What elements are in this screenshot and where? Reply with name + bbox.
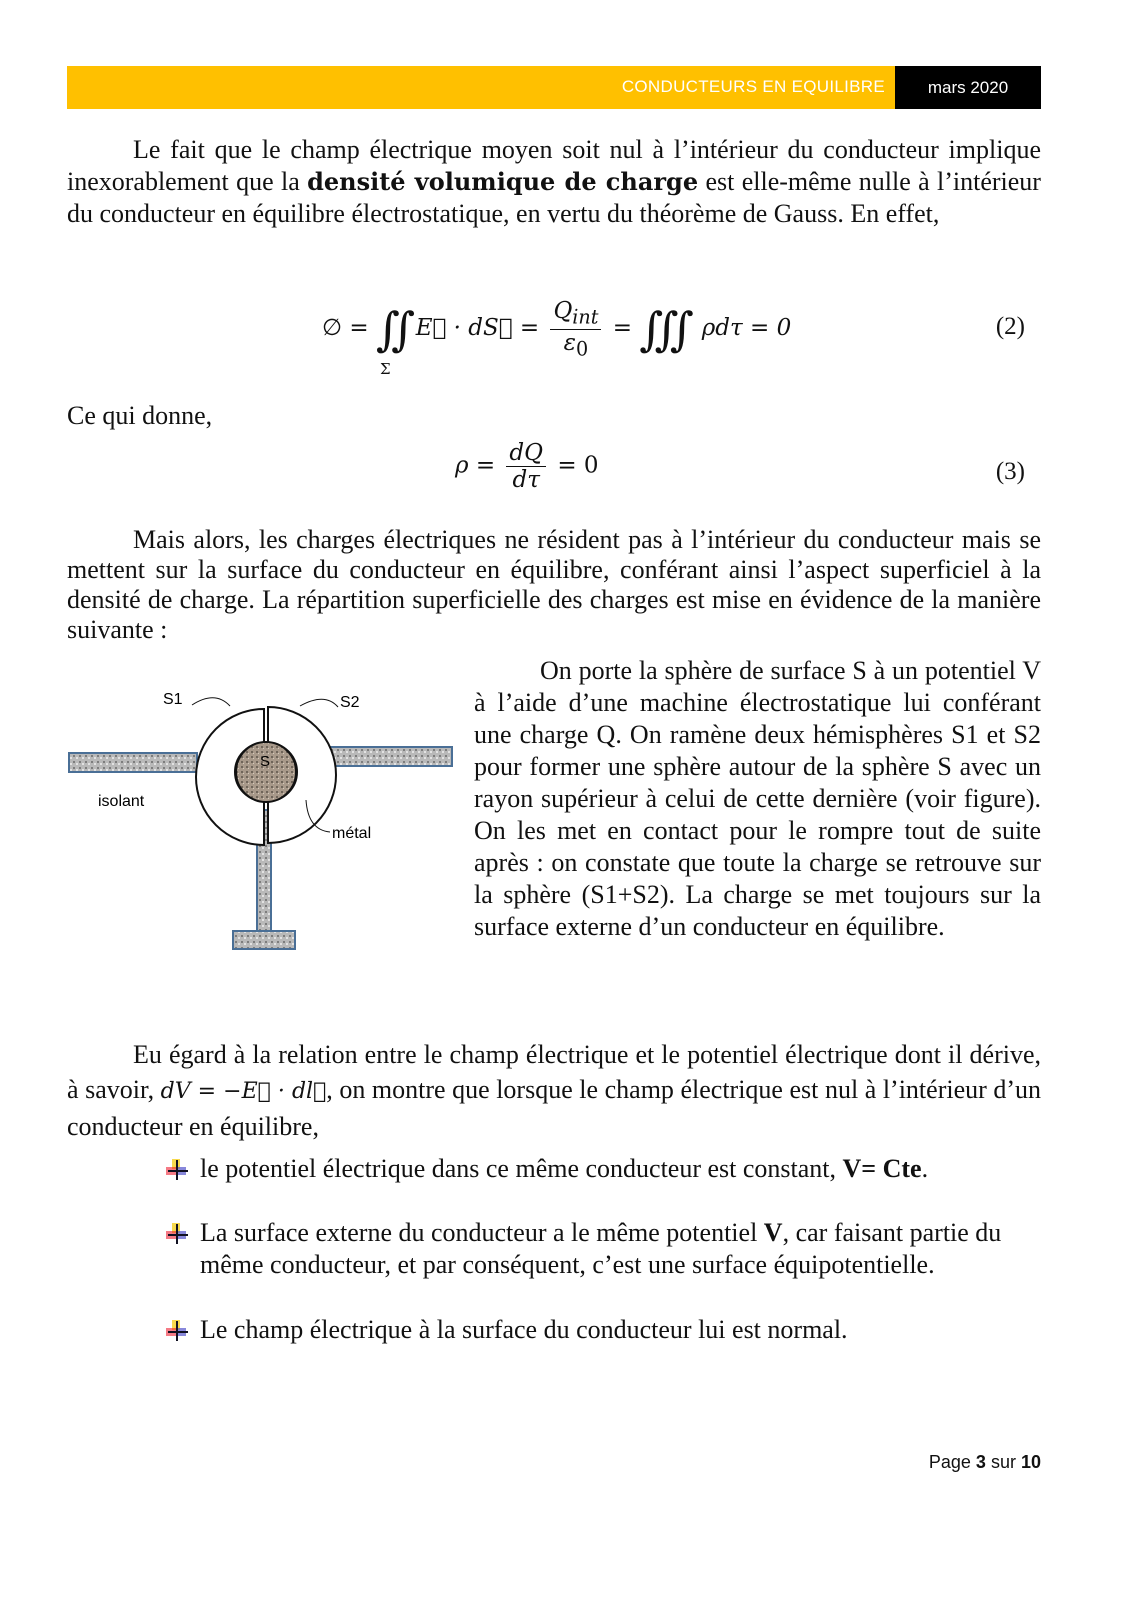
eq-phi: ∅ =	[322, 315, 369, 342]
label-s1: S1	[163, 691, 183, 708]
double-integral-symbol: ∬	[375, 302, 402, 357]
page-footer	[929, 1452, 1041, 1473]
num: dQ	[506, 440, 546, 467]
bullet-item	[200, 1153, 1041, 1185]
text: sur	[990, 1452, 1016, 1472]
text: .	[921, 1154, 929, 1183]
right-insulator-arm	[328, 747, 452, 766]
eq-field: E⃗ · dS⃗ =	[415, 315, 540, 342]
text: La surface externe du conducteur a le même potentiel	[200, 1218, 764, 1247]
num: Q	[553, 298, 573, 324]
equation-2	[322, 298, 792, 379]
equation-3	[455, 440, 599, 493]
page-header	[67, 66, 1041, 109]
stand-base	[233, 931, 295, 949]
inner-sphere-s	[236, 742, 296, 802]
eq3-rhs: = 0	[557, 452, 599, 479]
bullet-cross-icon	[166, 1221, 190, 1245]
text: Le fait que le champ électrique moyen soit nul à l’intérieur du conducteur implique inexorablement que la	[67, 135, 1041, 196]
conductor-figure	[60, 670, 460, 960]
eq3-fraction	[506, 440, 546, 493]
eq3-lhs: ρ =	[455, 452, 496, 479]
bold-term: densité volumique de charge	[307, 167, 699, 196]
paragraph-4: On porte la sphère de surface S à un potentiel V à l’aide d’une machine électrostatique lui conférant une charge Q. On ramène deux hémisphères S1 et S2 pour former une sphère autour de la sphère S avec un rayon supérieur à celui de cette dernière (voir figure). On les met en contact pour le rompre tout de suite après : on constate que toute la charge se retrouve sur la sphère (S1+S2). La charge se met toujours sur la surface externe d’un conducteur en équilibre.	[474, 656, 1041, 941]
eq-rest: ρdτ = 0	[701, 315, 792, 342]
label-metal: métal	[332, 825, 372, 842]
bullet-cross-icon	[166, 1318, 190, 1342]
eq-fraction	[550, 298, 601, 360]
s1-pointer	[192, 698, 230, 706]
paragraph-3: Mais alors, les charges électriques ne résident pas à l’intérieur du conducteur mais se mettent sur la surface du conducteur en équilibre, conférant ainsi l’aspect superficiel à la densité de charge. La répartition superficielle des charges est mise en évidence de la manière suivante :	[67, 525, 1041, 644]
inline-formula: dV = −E⃗ · dl⃗	[160, 1079, 327, 1104]
den: dτ	[512, 467, 540, 493]
header-date: mars 2020	[895, 66, 1041, 109]
label-isolant: isolant	[98, 793, 145, 810]
num-sub: int	[572, 305, 599, 329]
label-s: S	[260, 753, 271, 770]
text: Page	[928, 1452, 971, 1472]
eq-sigma: Σ	[379, 360, 391, 379]
page-number: 3	[975, 1452, 986, 1472]
paragraph-1	[67, 134, 1041, 230]
text: , on montre que lorsque le champ électrique est nul à l’intérieur d’un conducteur en équilibre,	[67, 1075, 1041, 1141]
bold: V= Cte	[842, 1154, 922, 1183]
equation-number-3: (3)	[995, 458, 1025, 485]
text: Le champ électrique à la surface du conducteur lui est normal.	[200, 1315, 848, 1344]
bold: V	[763, 1218, 783, 1247]
page-total: 10	[1020, 1452, 1041, 1472]
equation-number-2: (2)	[995, 313, 1025, 340]
paragraph-2: Ce qui donne,	[67, 401, 213, 430]
den-sub: 0	[576, 337, 589, 361]
bullet-item	[200, 1217, 1041, 1281]
text: , car faisant partie du même conducteur, et par conséquent, c’est une surface équipotentielle.	[200, 1218, 1002, 1279]
header-title: CONDUCTEURS EN EQUILIBRE	[621, 77, 885, 96]
text: Eu égard à la relation entre le champ électrique et le potentiel électrique dont il dérive, à savoir,	[67, 1040, 1041, 1104]
text: le potentiel électrique dans ce même conducteur est constant,	[200, 1154, 843, 1183]
text: est elle-même nulle à l’intérieur du conducteur en équilibre électrostatique, en vertu du théorème de Gauss. En effet,	[67, 167, 1041, 228]
left-insulator-arm	[69, 753, 197, 772]
paragraph-5	[67, 1037, 1041, 1144]
label-s2: S2	[340, 694, 360, 711]
bullet-cross-icon	[166, 1157, 190, 1181]
bullet-item	[200, 1314, 1041, 1346]
den: ε	[563, 329, 577, 356]
eq-equals: =	[612, 315, 633, 342]
s2-pointer	[300, 699, 338, 707]
triple-integral-symbol: ∭	[639, 302, 680, 357]
